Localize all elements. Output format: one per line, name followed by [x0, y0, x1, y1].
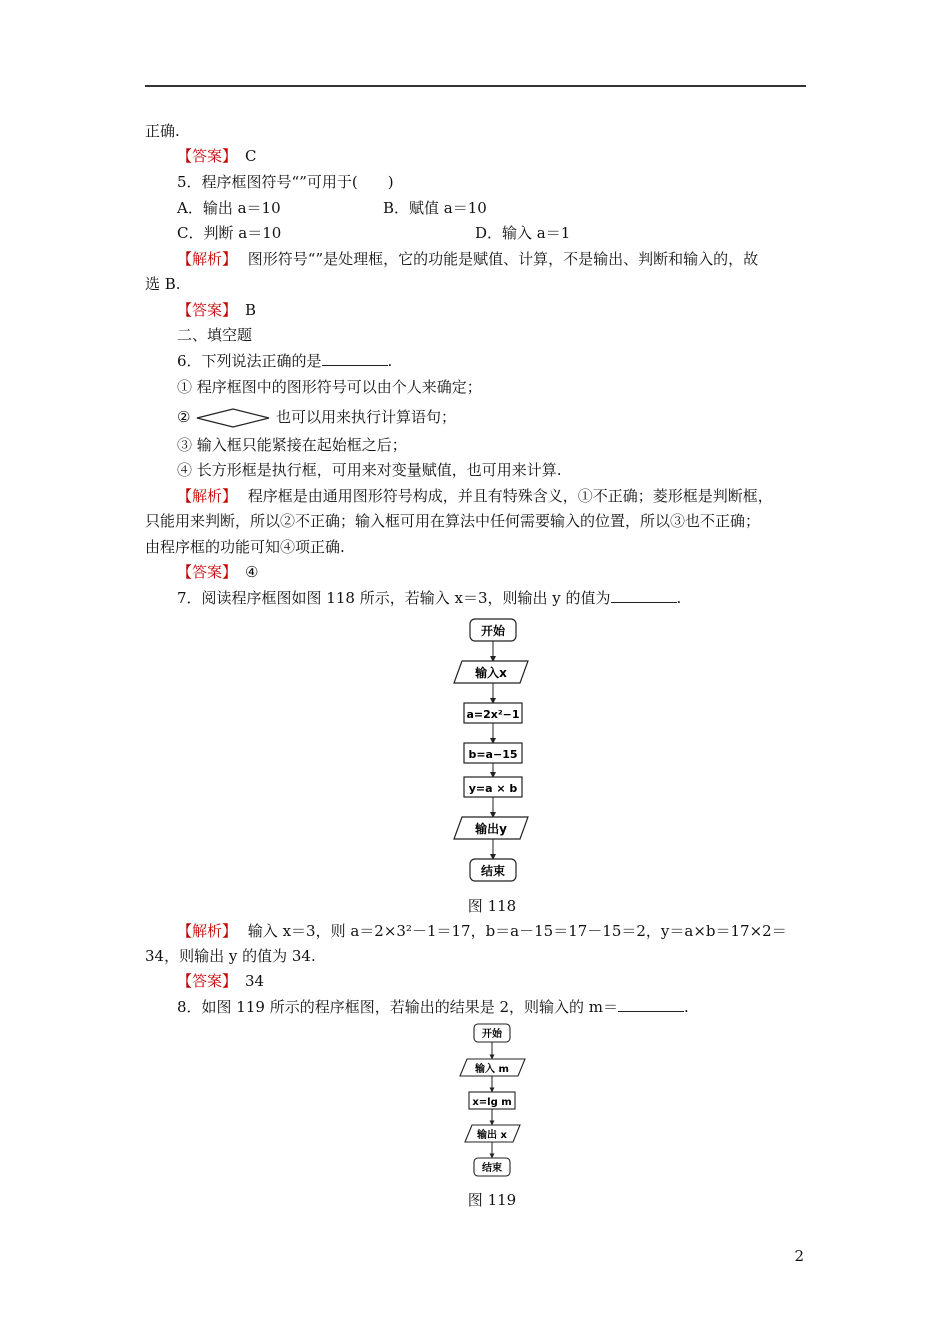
- question-7: [177, 588, 681, 608]
- statement-3: ③ 输入框只能紧接在起始框之后；: [177, 436, 407, 454]
- statement-text: 也可以用来执行计算语句；: [276, 408, 457, 426]
- page-number: 2: [794, 1247, 804, 1265]
- explanation-text: 程序框是由通用图形符号构成，并且有特殊含义，①不正确；菱形框是判断框，: [247, 487, 773, 505]
- output-label: 输出 x: [477, 1130, 507, 1141]
- question-end: .: [676, 589, 682, 607]
- answer-line: [177, 562, 258, 582]
- option-d: D．输入 a＝1: [475, 224, 571, 242]
- question-5: 5．程序框图符号“”可用于( ): [177, 173, 394, 191]
- answer-value: B: [245, 301, 257, 319]
- answer-blank: [322, 351, 388, 366]
- answer-blank: [618, 997, 684, 1012]
- end-label: 结束: [480, 864, 506, 878]
- answer-blank: [611, 588, 677, 603]
- question-8: [177, 997, 689, 1017]
- explanation-tag: 【解析】: [177, 250, 238, 268]
- section-heading: 二、填空题: [177, 326, 253, 344]
- diamond-shape-icon: [195, 407, 271, 429]
- answer-value: 34: [245, 972, 265, 990]
- explanation-cont: 选 B.: [145, 275, 181, 293]
- statement-4: ④ 长方形框是执行框，可用来对变量赋值，也可用来计算.: [177, 461, 562, 479]
- statement-1: ① 程序框图中的图形符号可以由个人来确定；: [177, 378, 482, 396]
- explanation-tag: 【解析】: [177, 922, 238, 940]
- text-line: 正确.: [145, 122, 180, 140]
- process-label: b=a−15: [468, 748, 518, 761]
- flowchart-118: [450, 615, 540, 885]
- start-label: 开始: [482, 1029, 502, 1040]
- header-rule: [145, 85, 806, 87]
- answer-line: [177, 300, 256, 320]
- explanation-tag: 【解析】: [177, 487, 238, 505]
- explanation-cont: 34，则输出 y 的值为 34.: [145, 947, 316, 965]
- flowchart-119: [455, 1020, 535, 1182]
- explanation-text: 输入 x＝3，则 a＝2×3²－1＝17，b＝a－15＝17－15＝2，y＝a×b＝17×2＝: [247, 922, 787, 940]
- answer-value: C: [245, 147, 257, 165]
- output-label: 输出y: [475, 822, 507, 836]
- end-label: 结束: [482, 1163, 502, 1174]
- figure-caption: 图 119: [467, 1191, 517, 1209]
- explanation-line: [177, 486, 773, 506]
- question-text: 7．阅读程序框图如图 118 所示，若输入 x＝3，则输出 y 的值为: [177, 589, 611, 607]
- input-label: 输入 m: [475, 1064, 509, 1075]
- input-label: 输入x: [475, 666, 507, 680]
- statement-number: ②: [177, 408, 191, 426]
- option-a: A．输出 a＝10: [177, 199, 281, 217]
- answer-line: [177, 971, 264, 991]
- answer-tag: 【答案】: [177, 301, 238, 319]
- explanation-cont: 只能用来判断，所以②不正确；输入框可用在算法中任何需要输入的位置，所以③也不正确；: [145, 512, 761, 530]
- figure-caption: 图 118: [467, 897, 517, 915]
- explanation-line: [177, 249, 758, 269]
- start-label: 开始: [480, 624, 506, 638]
- process-label: a=2x²−1: [466, 708, 520, 721]
- question-text: 6．下列说法正确的是: [177, 352, 322, 370]
- process-label: y=a × b: [468, 782, 518, 795]
- answer-tag: 【答案】: [177, 563, 238, 581]
- question-6: [177, 351, 392, 371]
- explanation-cont: 由程序框的功能可知④项正确.: [145, 538, 345, 556]
- question-text: 8．如图 119 所示的程序框图，若输出的结果是 2，则输入的 m＝: [177, 998, 619, 1016]
- explanation-line: [177, 921, 787, 941]
- answer-tag: 【答案】: [177, 147, 238, 165]
- process-label: x=lg m: [472, 1097, 512, 1108]
- explanation-text: 图形符号“”是处理框，它的功能是赋值、计算，不是输出、判断和输入的，故: [247, 250, 759, 268]
- option-c: C．判断 a＝10: [177, 224, 282, 242]
- question-end: .: [387, 352, 393, 370]
- option-b: B．赋值 a＝10: [383, 199, 487, 217]
- answer-line: [177, 146, 257, 166]
- statement-2: [177, 407, 456, 429]
- question-end: .: [684, 998, 689, 1016]
- answer-tag: 【答案】: [177, 972, 238, 990]
- answer-value: ④: [245, 563, 259, 581]
